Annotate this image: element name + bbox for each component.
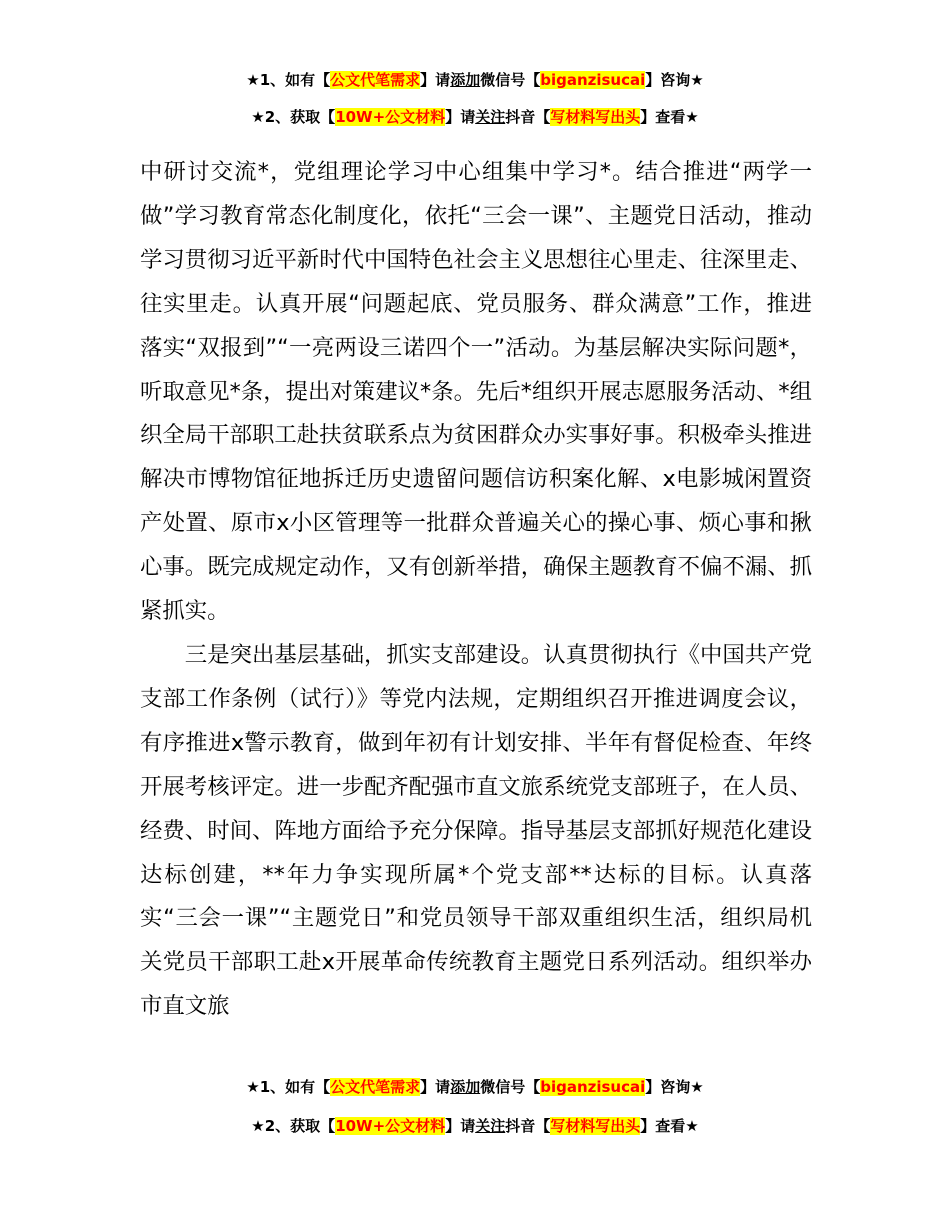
- banner-text: 】咨询★: [645, 1078, 704, 1096]
- banner-underlined-word: 添加: [450, 1078, 481, 1096]
- banner-underlined-word: 添加: [450, 71, 481, 89]
- banner-highlight-wechat-id: biganzisucai: [540, 71, 646, 89]
- banner-text: 】请: [445, 108, 476, 126]
- paragraph-2: 三是突出基层基础，抓实支部建设。认真贯彻执行《中国共产党支部工作条例（试行）》等党内法规，定期组织召开推进调度会议，有序推进x警示教育，做到年初有计划安排、半年有督促检查、年终开展考核评定。进一步配齐配强市直文旅系统党支部班子，在人员、经费、时间、阵地方面给予充分保障。指导基层支部抓好规范化建设达标创建，**年力争实现所属*个党支部**达标的目标。认真落实“三会一课”“主题党日”和党员领导干部双重组织生活，组织局机关党员干部职工赴x开展革命传统教育主题党日系列活动。组织举办市直文旅: [140, 641, 812, 1020]
- header-banner-line-2: [0, 107, 950, 127]
- banner-underlined-word: 关注: [475, 108, 506, 126]
- banner-text: ★1、如有【: [246, 1078, 331, 1096]
- banner-text: 抖音【: [505, 108, 551, 126]
- banner-text: ★2、获取【: [251, 1117, 336, 1135]
- banner-text: 】查看★: [640, 1117, 699, 1135]
- banner-text: 微信号【: [480, 71, 541, 89]
- banner-text: ★1、如有【: [246, 71, 331, 89]
- banner-highlight-douyin: 写材料写出头: [550, 1117, 641, 1135]
- banner-highlight-service: 公文代笔需求: [330, 71, 421, 89]
- footer-banner-line-2: [0, 1116, 950, 1136]
- banner-highlight-douyin: 写材料写出头: [550, 108, 641, 126]
- banner-text: 】请: [445, 1117, 476, 1135]
- header-banner-line-1: [0, 70, 950, 90]
- banner-highlight-service: 公文代笔需求: [330, 1078, 421, 1096]
- footer-banner-line-1: [0, 1077, 950, 1097]
- banner-text: 微信号【: [480, 1078, 541, 1096]
- paragraph-1: 中研讨交流*，党组理论学习中心组集中学习*。结合推进“两学一做”学习教育常态化制度化，依托“三会一课”、主题党日活动，推动学习贯彻习近平新时代中国特色社会主义思想往心里走、往深里走、往实里走。认真开展“问题起底、党员服务、群众满意”工作，推进落实“双报到”“一亮两设三诺四个一”活动。为基层解决实际问题*，听取意见*条，提出对策建议*条。先后*组织开展志愿服务活动、*组织全局干部职工赴扶贫联系点为贫困群众办实事好事。积极牵头推进解决市博物馆征地拆迁历史遗留问题信访积案化解、x电影城闲置资产处置、原市x小区管理等一批群众普遍关心的操心事、烦心事和揪心事。既完成规定动作，又有创新举措，确保主题教育不偏不漏、抓紧抓实。: [140, 159, 812, 625]
- banner-underlined-word: 关注: [475, 1117, 506, 1135]
- banner-text: 】咨询★: [645, 71, 704, 89]
- document-body: [140, 151, 812, 1029]
- banner-text: 】请: [420, 71, 451, 89]
- banner-highlight-materials: 10W+公文材料: [335, 108, 446, 126]
- banner-text: 】请: [420, 1078, 451, 1096]
- banner-highlight-materials: 10W+公文材料: [335, 1117, 446, 1135]
- banner-text: 】查看★: [640, 108, 699, 126]
- banner-text: 抖音【: [505, 1117, 551, 1135]
- banner-text: ★2、获取【: [251, 108, 336, 126]
- banner-highlight-wechat-id: biganzisucai: [540, 1078, 646, 1096]
